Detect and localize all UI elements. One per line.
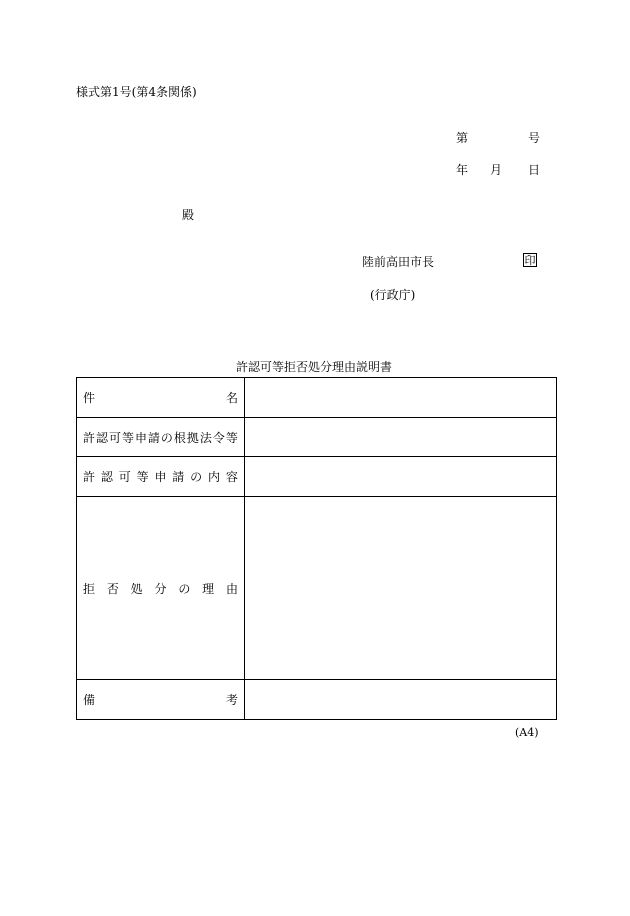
label-char: 認 xyxy=(95,430,108,445)
label-char: の xyxy=(160,430,173,445)
form-number: 様式第1号(第4条関係) xyxy=(76,85,197,99)
row-label xyxy=(77,389,244,406)
seal-mark: 印 xyxy=(524,253,536,267)
table-row xyxy=(77,497,557,680)
application-content-value-cell[interactable] xyxy=(245,457,557,497)
table-row xyxy=(77,378,557,418)
document-number-suffix: 号 xyxy=(528,131,541,145)
label-char: 処 xyxy=(130,581,143,596)
issuer-name: 陸前高田市長 xyxy=(362,255,435,269)
label-char: 理 xyxy=(202,581,215,596)
label-char: の xyxy=(178,581,191,596)
label-char: 申 xyxy=(154,470,167,484)
row-label-cell xyxy=(77,457,245,497)
label-char: 等 xyxy=(225,430,238,445)
label-char: の xyxy=(190,470,203,484)
agency-label: (行政庁) xyxy=(370,288,416,302)
label-char: 備 xyxy=(83,693,96,707)
document-title: 許認可等拒否処分理由説明書 xyxy=(236,360,393,374)
label-char: 認 xyxy=(100,470,113,484)
date-year-label: 年 xyxy=(456,163,469,177)
row-label-cell xyxy=(77,378,245,418)
label-char: 分 xyxy=(154,581,167,596)
label-char: 拒 xyxy=(83,581,96,596)
label-char: 請 xyxy=(172,470,185,484)
table-row xyxy=(77,457,557,497)
row-label-cell xyxy=(77,497,245,680)
row-label xyxy=(77,468,244,485)
label-char: 名 xyxy=(225,391,238,405)
subject-value-cell[interactable] xyxy=(245,378,557,418)
label-char: 考 xyxy=(225,693,238,707)
label-char: 等 xyxy=(136,470,149,484)
label-char: 可 xyxy=(118,470,131,484)
remarks-value-cell[interactable] xyxy=(245,680,557,720)
row-label xyxy=(77,429,244,446)
date-month-label: 月 xyxy=(490,163,503,177)
row-label xyxy=(77,691,244,708)
table-row xyxy=(77,418,557,457)
label-char: 等 xyxy=(121,430,134,445)
addressee-suffix: 殿 xyxy=(182,208,195,222)
form-table xyxy=(76,377,557,720)
label-char: 件 xyxy=(83,391,96,405)
label-char: 令 xyxy=(212,430,225,445)
document-number-prefix: 第 xyxy=(456,131,469,145)
label-char: 否 xyxy=(106,581,119,596)
label-char: 許 xyxy=(83,470,96,484)
table-row xyxy=(77,680,557,720)
date-day-label: 日 xyxy=(528,163,541,177)
rejection-reason-value-cell[interactable] xyxy=(245,497,557,680)
row-label-cell xyxy=(77,418,245,457)
label-char: 根 xyxy=(173,430,186,445)
paper-size-note: (A4) xyxy=(515,726,539,739)
row-label xyxy=(77,580,244,597)
legal-basis-value-cell[interactable] xyxy=(245,418,557,457)
label-char: 許 xyxy=(83,430,96,445)
label-char: 拠 xyxy=(186,430,199,445)
label-char: 由 xyxy=(225,581,238,596)
label-char: 内 xyxy=(208,470,221,484)
label-char: 申 xyxy=(134,430,147,445)
label-char: 容 xyxy=(225,470,238,484)
label-char: 請 xyxy=(147,430,160,445)
label-char: 可 xyxy=(108,430,121,445)
row-label-cell xyxy=(77,680,245,720)
label-char: 法 xyxy=(199,430,212,445)
